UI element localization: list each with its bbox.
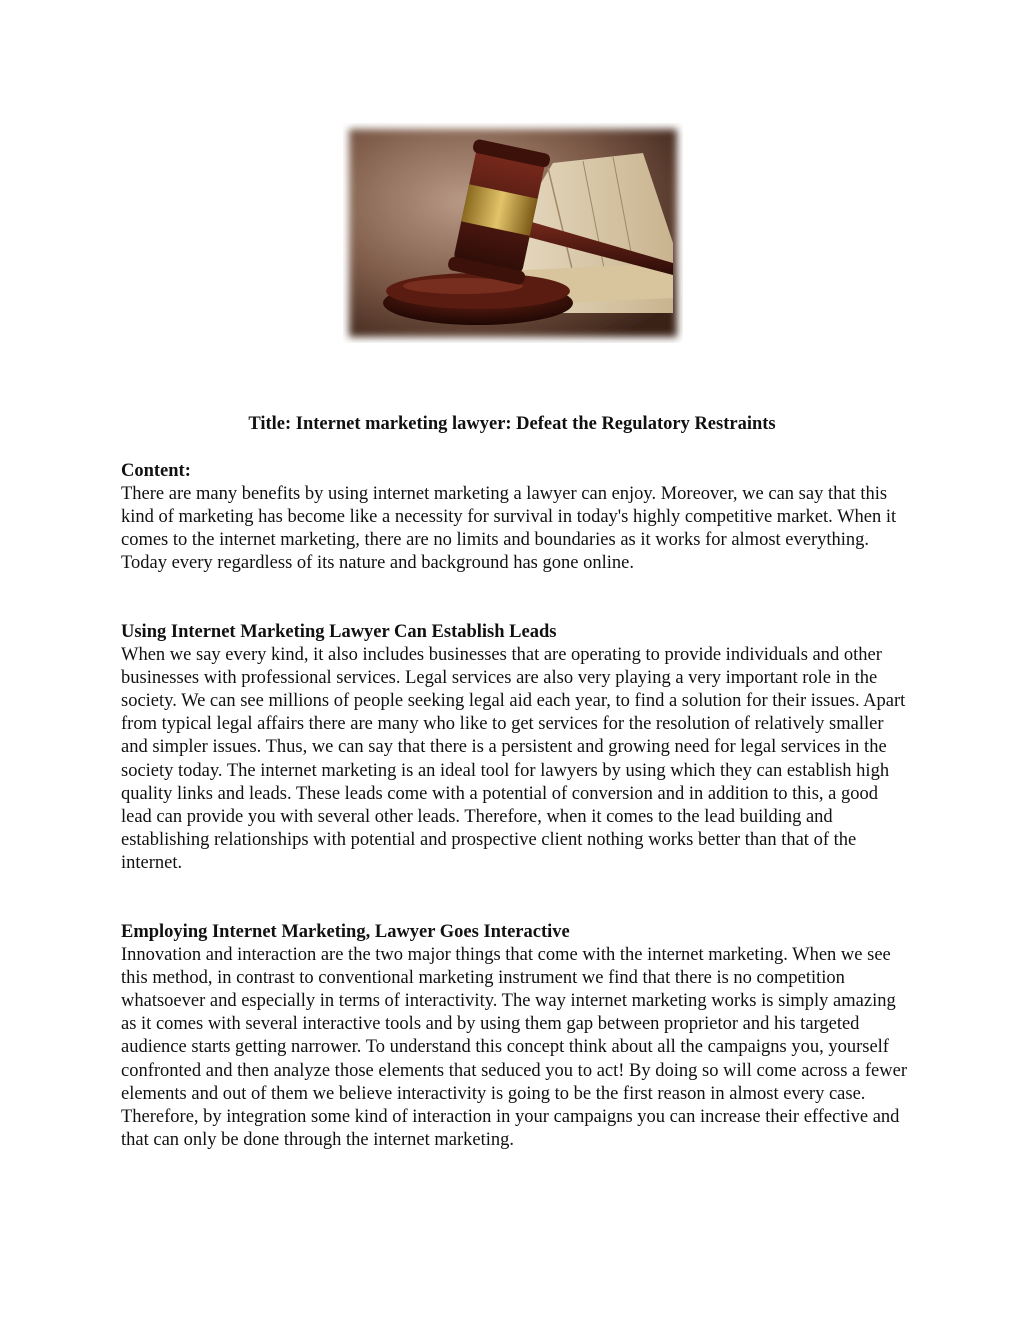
section-paragraph: Innovation and interaction are the two major things that come with the internet marketing. When we see this method, in contrast to conventional marketing instrument we find that there is no competition whatsoever and especially in terms of interactivity. The way internet marketing works is simply amazing as it comes with several interactive tools and by using them gap between proprietor and his targeted audience starts getting narrower. To understand this concept think about all the campaigns you, yourself confronted and then analyze those elements that seduced you to act! By doing so will come across a fewer elements and out of them we believe interactivity is going to be the first reason in almost every case. Therefore, by integration some kind of interaction in your campaigns you can increase their effective and that can only be done through the internet marketing. bbox=[121, 945, 907, 1150]
section-heading: Employing Internet Marketing, Lawyer Goes Interactive bbox=[121, 922, 570, 942]
section-content bbox=[121, 460, 911, 575]
section-paragraph: There are many benefits by using internet marketing a lawyer can enjoy. Moreover, we can say that this kind of marketing has become like a necessity for survival in today's highly competitive market. When it comes to the internet marketing, there are no limits and boundaries as it works for almost everything. Today every regardless of its nature and background has gone online. bbox=[121, 484, 897, 574]
section-paragraph: When we say every kind, it also includes businesses that are operating to provide individuals and other businesses with professional services. Legal services are also very playing a very important role in the society. We can see millions of people seeking legal aid each year, to find a solution for their issues. Apart from typical legal affairs there are many who like to get services for the resolution of relatively smaller and simpler issues. Thus, we can say that there is a persistent and growing need for legal services in the society today. The internet marketing is an ideal tool for lawyers by using which they can establish high quality links and leads. These leads come with a potential of conversion and in addition to this, a good lead can provide you with several other leads. Therefore, when it comes to the lead building and establishing relationships with potential and prospective client nothing works better than that of the internet. bbox=[121, 645, 906, 873]
gavel-image bbox=[343, 123, 683, 343]
section-goes-interactive bbox=[121, 921, 911, 1152]
gavel-illustration bbox=[343, 123, 683, 343]
document-title: Title: Internet marketing lawyer: Defeat the Regulatory Restraints bbox=[248, 414, 776, 434]
section-establish-leads bbox=[121, 621, 911, 875]
section-heading: Using Internet Marketing Lawyer Can Establish Leads bbox=[121, 622, 557, 642]
section-heading: Content: bbox=[121, 461, 191, 481]
